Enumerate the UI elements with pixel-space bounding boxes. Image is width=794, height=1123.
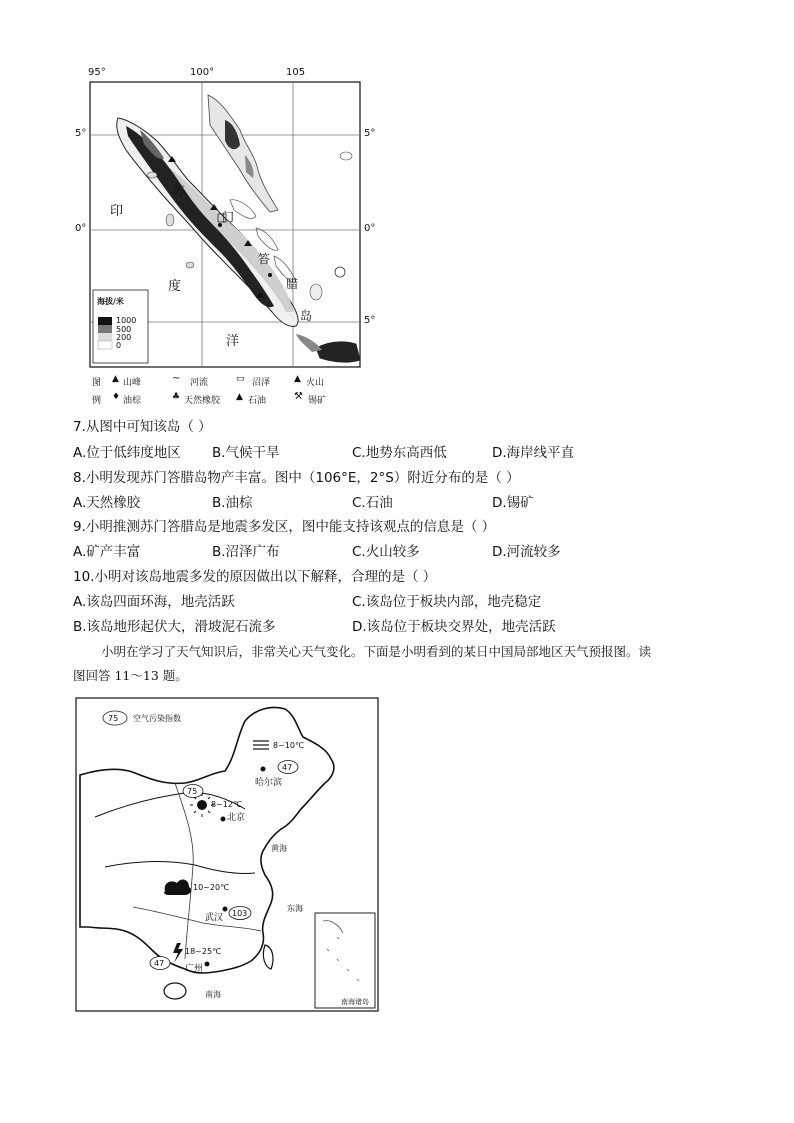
island-a (147, 172, 157, 178)
elevation-200: 200 (116, 333, 132, 342)
pollution-legend-value: 75 (108, 714, 119, 723)
island-b (166, 214, 174, 226)
legend-oil-icon: ▲ (236, 392, 243, 402)
sumatra-char-3: 答 (258, 252, 271, 266)
beijing-pollution-index: 75 (187, 787, 198, 796)
central-temperature: 10~20℃ (193, 883, 230, 892)
china-weather-map-svg (75, 697, 380, 1013)
question-8-option-a[interactable]: A.天然橡胶 (73, 495, 141, 511)
lon-label-105: 105 (286, 67, 306, 78)
legend-oil-palm-icon: ♦ (112, 392, 121, 402)
legend-swamp-icon: ▭ (236, 374, 245, 384)
harbin-dot (261, 767, 266, 772)
question-8-option-d[interactable]: D.锡矿 (492, 495, 534, 511)
legend-rubber-icon: ♣ (172, 392, 181, 402)
guangzhou-pollution-index: 47 (154, 959, 165, 968)
elevation-1000: 1000 (116, 316, 137, 325)
sumatra-map (60, 60, 380, 410)
question-8-stem: 8.小明发现苏门答腊岛物产丰富。图中（106°E，2°S）附近分布的是（ ） (73, 470, 520, 486)
hainan-island (164, 983, 186, 999)
question-7-option-d[interactable]: D.海岸线平直 (492, 445, 575, 461)
legend-row2-label: 例 (92, 396, 102, 406)
question-7-option-a[interactable]: A.位于低纬度地区 (73, 445, 181, 461)
lat-label-right-5n: 5° (364, 128, 376, 139)
lat-label-left-5n: 5° (75, 128, 87, 139)
intro-line-1: 小明在学习了天气知识后，非常关心天气变化。下面是小明看到的某日中国局部地区天气预报图。读 (101, 644, 652, 659)
legend-tin-icon: ⚒ (294, 391, 303, 402)
question-7-stem: 7.从图中可知该岛（ ） (73, 419, 212, 435)
legend-oil-label: 石油 (248, 396, 267, 406)
harbin-label: 哈尔滨 (255, 778, 283, 788)
question-8-option-c[interactable]: C.石油 (352, 495, 393, 511)
lon-label-95: 95° (88, 67, 106, 78)
question-9-option-c[interactable]: C.火山较多 (352, 544, 420, 560)
question-9-option-d[interactable]: D.河流较多 (492, 544, 561, 560)
elevation-swatch-500 (98, 325, 112, 333)
east-sea-label: 东海 (287, 904, 303, 913)
guangzhou-label: 广州 (185, 964, 204, 974)
sumatra-char-4: 腊 (286, 277, 299, 291)
legend-rubber-label: 天然橡胶 (184, 396, 221, 406)
question-7-option-b[interactable]: B.气候干旱 (212, 445, 280, 461)
lon-label-100: 100° (190, 67, 215, 78)
sunda-strait-land (296, 334, 322, 352)
question-7-option-c[interactable]: C.地势东高西低 (352, 445, 447, 461)
legend-river-label: 河流 (190, 378, 209, 388)
ocean-char-1: 印 (110, 204, 124, 219)
lat-label-right-0: 0° (364, 223, 376, 234)
elevation-swatch-1000 (98, 317, 112, 325)
question-10-option-c[interactable]: C.该岛位于板块内部，地壳稳定 (352, 594, 542, 610)
legend-river-icon: ∼ (172, 373, 181, 384)
wuhan-label: 武汉 (205, 913, 224, 923)
legend-peak-icon: ▲ (112, 374, 119, 384)
swamp-2 (256, 228, 278, 250)
inset-label: 南海诸岛 (341, 998, 369, 1006)
ocean-char-3: 洋 (226, 334, 240, 349)
sumatra-char-1: 苏 (173, 184, 186, 198)
question-9-option-a[interactable]: A.矿产丰富 (73, 544, 141, 560)
legend-volcano-icon: ▲ (294, 374, 301, 384)
wuhan-pollution-index: 103 (232, 909, 248, 918)
question-9-stem: 9.小明推测苏门答腊岛是地震多发区，图中能支持该观点的信息是（ ） (73, 519, 496, 535)
sumatra-map-svg (60, 60, 380, 410)
bangka-island (310, 284, 322, 300)
guangzhou-dot (205, 962, 210, 967)
question-10-option-d[interactable]: D.该岛位于板块交界处，地壳活跃 (352, 619, 556, 635)
wuhan-dot (223, 907, 228, 912)
java-fragment (316, 342, 360, 362)
elevation-500: 500 (116, 325, 132, 334)
island-c (186, 262, 194, 268)
question-10-option-b[interactable]: B.该岛地形起伏大，滑坡泥石流多 (73, 619, 276, 635)
china-weather-map (75, 697, 380, 1013)
sumatra-lowland (168, 168, 294, 312)
beijing-label: 北京 (227, 813, 246, 823)
guangzhou-temperature: 18~25℃ (185, 947, 222, 956)
legend-row1-label: 图 (92, 378, 102, 388)
ocean-char-2: 度 (168, 279, 182, 294)
legend-peak-label: 山峰 (123, 378, 142, 388)
legend-swamp-label: 沼泽 (252, 378, 271, 388)
elevation-0: 0 (116, 341, 122, 350)
intro-line-2: 图回答 11～13 题。 (73, 668, 188, 683)
south-sea-label: 南海 (205, 990, 221, 999)
question-10-stem: 10.小明对该岛地震多发的原因做出以下解释，合理的是（ ） (73, 569, 437, 585)
question-10-option-a[interactable]: A.该岛四面环海，地壳活跃 (73, 594, 235, 610)
question-8-option-b[interactable]: B.油棕 (212, 495, 253, 511)
yellow-sea-label: 黄海 (271, 844, 287, 853)
lat-label-right-5s: 5° (364, 315, 376, 326)
island-d (340, 152, 352, 160)
elevation-swatch-200 (98, 333, 112, 341)
beijing-dot (221, 817, 226, 822)
legend-volcano-label: 火山 (306, 378, 325, 388)
legend-oil-palm-label: 油棕 (123, 396, 142, 406)
oil-palm-icon (268, 273, 272, 277)
legend-tin-label: 锡矿 (308, 396, 327, 406)
sumatra-char-5: 岛 (300, 309, 313, 323)
question-9-option-b[interactable]: B.沼泽广布 (212, 544, 280, 560)
harbin-temperature: 8~10℃ (273, 741, 304, 750)
lat-label-left-0: 0° (75, 223, 87, 234)
pollution-legend-text: 空气污染指数 (133, 714, 181, 723)
malay-peninsula (208, 95, 278, 212)
south-sea-inset (315, 913, 375, 1008)
sumatra-char-2: 门 (222, 210, 235, 224)
beijing-temperature: 8~12℃ (211, 800, 242, 809)
island-e (335, 267, 345, 277)
elevation-legend-title: 海拔/米 (97, 297, 124, 306)
harbin-pollution-index: 47 (282, 763, 293, 772)
sun-icon (197, 800, 207, 810)
elevation-swatch-0 (98, 341, 112, 349)
